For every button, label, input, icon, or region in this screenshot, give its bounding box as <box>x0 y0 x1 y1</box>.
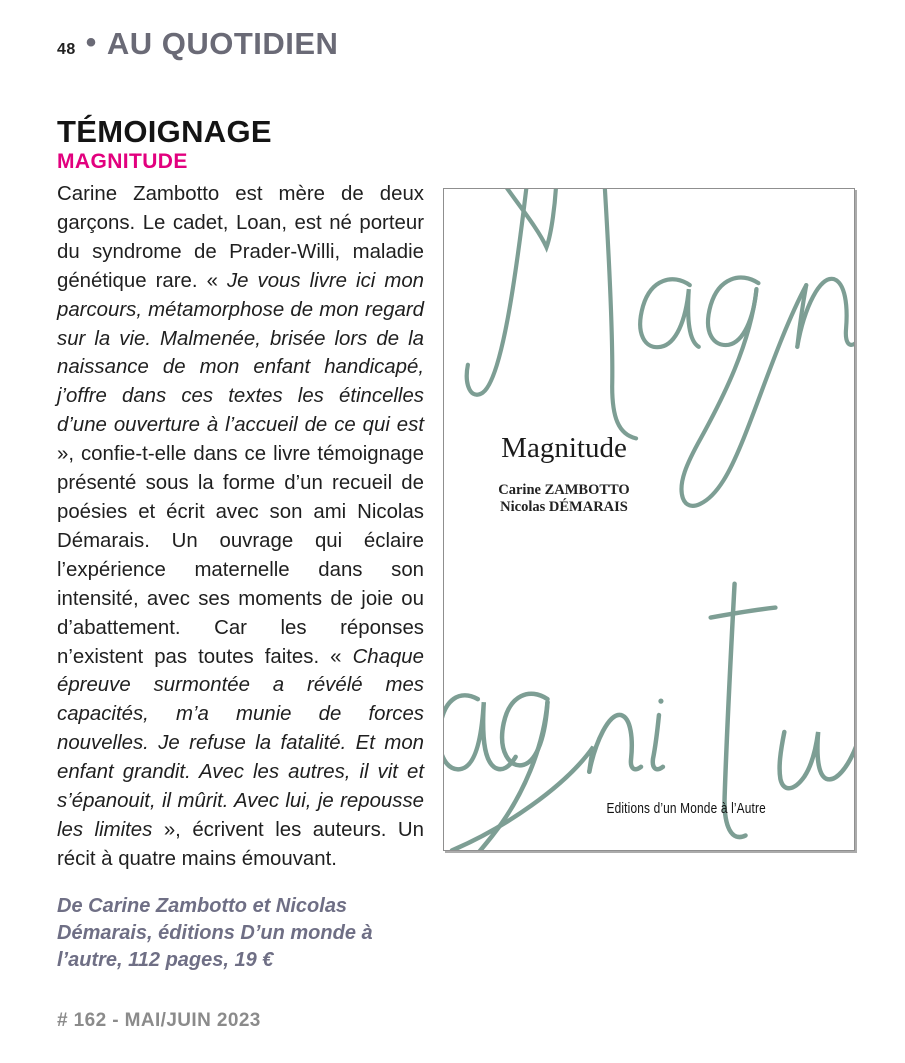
book-authors <box>444 482 684 516</box>
book-title: Magnitude <box>501 432 627 464</box>
header-bullet-separator: • <box>85 26 97 59</box>
page-header <box>57 26 338 62</box>
article-title: MAGNITUDE <box>57 150 188 173</box>
article-kicker: TÉMOIGNAGE <box>57 114 272 149</box>
book-author-2: Nicolas DÉMARAIS <box>500 499 628 515</box>
article-body: Carine Zambotto est mère de deux garçons. Le cadet, Loan, est né porteur du syndrome de Prader-Willi, maladie génétique rare. « Je vous livre ici mon parcours, métamorphose de mon regard sur la vie. Malmenée, brisée lors de la naissance de mon enfant handicapé, j’offre dans ces textes les étincelles d’une ouverture à l’accueil de ce qui est », confie-t-elle dans ce livre témoignage présenté sous la forme d’un recueil de poésies et écrit avec son ami Nicolas Démarais. Un ouvrage qui éclaire l’expérience maternelle dans son intensité, avec ses moments de joie ou d’abattement. Car les réponses n’existent pas toutes faites. « Chaque épreuve surmontée a révélé mes capacités, m’a munie de forces nouvelles. Je refuse la fatalité. Et mon enfant grandit. Avec les autres, il vit et s’épanouit, il mûrit. Avec lui, je repousse les limites », écrivent les auteurs. Un récit à quatre mains émouvant. <box>57 183 425 870</box>
book-cover-image <box>443 188 855 851</box>
book-author-1: Carine ZAMBOTTO <box>498 482 630 498</box>
section-title: AU QUOTIDIEN <box>106 26 339 61</box>
book-publisher: Editions d’un Monde à l’Autre <box>606 801 766 817</box>
decorative-script-calligraphy <box>444 189 854 850</box>
issue-footer: # 162 - MAI/JUIN 2023 <box>57 1010 261 1031</box>
page-number: 48 <box>57 41 76 58</box>
article-credit: De Carine Zambotto et Nicolas Démarais, éditions D’un monde à l’autre, 112 pages, 19 € <box>57 895 373 971</box>
